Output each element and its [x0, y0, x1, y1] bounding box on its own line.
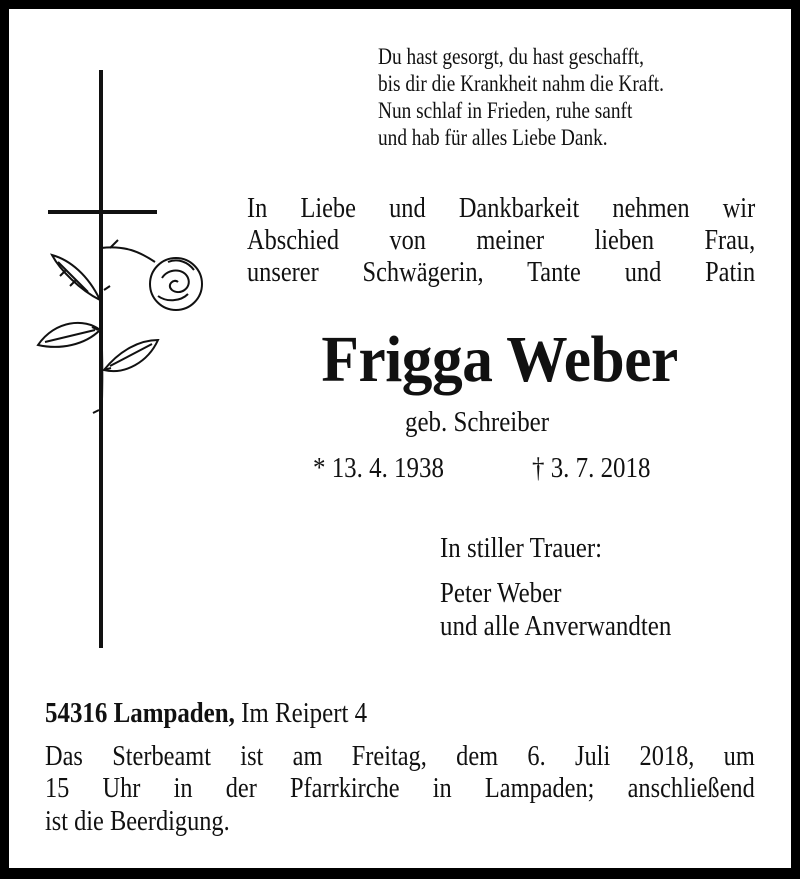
deceased-name [0, 322, 800, 398]
intro-line: Abschied von meiner lieben Frau, [247, 224, 756, 256]
funeral-line: Das Sterbeamt ist am Freitag, dem 6. Juli 2018, um [45, 740, 755, 772]
poem-line: Nun schlaf in Frieden, ruhe sanft [378, 98, 633, 123]
address [45, 697, 367, 730]
mourner: Peter Weber [440, 577, 562, 609]
address-street: Im Reipert 4 [234, 697, 368, 729]
deceased-name-text: Frigga Weber [321, 323, 679, 396]
birth-date: * 13. 4. 1938 [313, 452, 444, 484]
intro-line: unserer Schwägerin, Tante und Patin [247, 256, 756, 288]
mourner: und alle Anverwandten [440, 610, 672, 642]
address-town: 54316 Lampaden, [45, 697, 235, 729]
poem-line: bis dir die Krankheit nahm die Kraft. [378, 71, 664, 96]
death-date: † 3. 7. 2018 [532, 452, 651, 484]
poem-line: und hab für alles Liebe Dank. [378, 125, 608, 150]
funeral-line: 15 Uhr in der Pfarrkirche in Lampaden; anschließend [45, 772, 755, 804]
mourners-heading: In stiller Trauer: [440, 532, 603, 564]
maiden-name: geb. Schreiber [405, 406, 550, 438]
intro-line: In Liebe und Dankbarkeit nehmen wir [247, 192, 756, 224]
funeral-line: ist die Beerdigung. [45, 805, 230, 837]
poem-line: Du hast gesorgt, du hast geschafft, [378, 44, 644, 69]
